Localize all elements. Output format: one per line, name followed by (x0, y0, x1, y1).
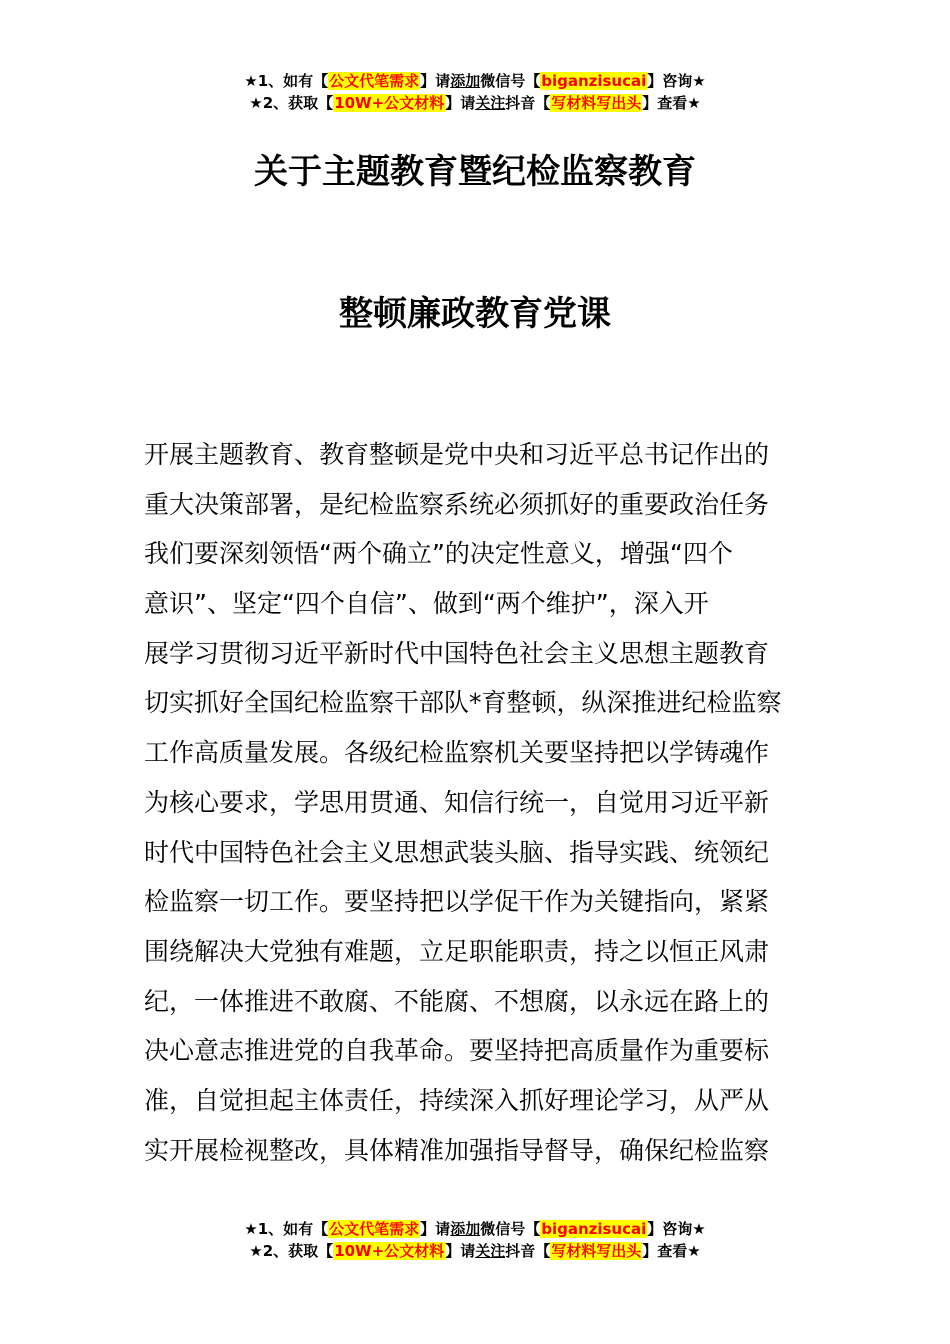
body-line: 准，自觉担起主体责任，持续深入抓好理论学习，从严从 (144, 1085, 770, 1115)
ad-text: 】查看★ (642, 1242, 701, 1260)
ad-text: 】请 (420, 1220, 451, 1238)
ad-text: 】请 (445, 1242, 476, 1260)
body-line: 检监察一切工作。要坚持把以学促干作为关键指向，紧紧 (144, 887, 770, 917)
ad-text: ★2、获取【 (249, 1242, 334, 1260)
ad-text: 微信号【 (480, 1220, 541, 1238)
body-line: 时代中国特色社会主义思想武装头脑、指导实践、统领纪 (144, 837, 770, 867)
header-ad-line-1 (0, 70, 950, 92)
body-line: 意识”、坚定“四个自信”、做到“两个维护”，深入开 (144, 589, 709, 619)
footer-ad-line-2 (0, 1240, 950, 1262)
ad-text: 抖音【 (505, 94, 551, 112)
ad-highlight: 10W+公文材料 (334, 94, 445, 112)
ad-text: 微信号【 (480, 72, 541, 90)
header-ad (0, 70, 950, 114)
body-line: 工作高质量发展。各级纪检监察机关要坚持把以学铸魂作 (144, 738, 770, 768)
body-line: 围绕解决大党独有难题，立足职能职责，持之以恒正风肃 (144, 936, 770, 966)
ad-highlight-wechat-id: biganzisucai (541, 1220, 647, 1238)
ad-highlight-wechat-id: biganzisucai (541, 72, 647, 90)
ad-highlight: 10W+公文材料 (334, 1242, 445, 1260)
ad-underlined-text: 添加 (450, 1220, 481, 1238)
body-line: 展学习贯彻习近平新时代中国特色社会主义思想主题教育 (144, 638, 770, 668)
ad-text: 】请 (420, 72, 451, 90)
ad-text: ★2、获取【 (249, 94, 334, 112)
ad-highlight-douyin-id: 写材料写出头 (551, 1242, 642, 1260)
body-line: 实开展检视整改，具体精准加强指导督导，确保纪检监察 (144, 1135, 770, 1165)
body-line: 纪，一体推进不敢腐、不能腐、不想腐，以永远在路上的 (144, 986, 770, 1016)
ad-text: ★1、如有【 (244, 72, 329, 90)
body-line: 重大决策部署，是纪检监察系统必须抓好的重要政治任务 (144, 489, 770, 519)
body-line: 决心意志推进党的自我革命。要坚持把高质量作为重要标 (144, 1036, 770, 1066)
ad-text: 】咨询★ (647, 1220, 706, 1238)
document-title-line-1: 关于主题教育暨纪检监察教育 (254, 152, 696, 192)
footer-ad-line-1 (0, 1218, 950, 1240)
ad-text: 抖音【 (505, 1242, 551, 1260)
header-ad-line-2 (0, 92, 950, 114)
ad-underlined-text: 关注 (475, 94, 506, 112)
ad-text: 】请 (445, 94, 476, 112)
body-line: 我们要深刻领悟“两个确立”的决定性意义，增强“四个 (144, 539, 733, 569)
ad-text: ★1、如有【 (244, 1220, 329, 1238)
ad-text: 】查看★ (642, 94, 701, 112)
document-title-line-2: 整顿廉政教育党课 (339, 294, 611, 334)
body-line: 切实抓好全国纪检监察干部队*育整顿，纵深推进纪检监察 (144, 688, 782, 718)
ad-highlight: 公文代笔需求 (329, 1220, 420, 1238)
ad-underlined-text: 添加 (450, 72, 481, 90)
ad-highlight-douyin-id: 写材料写出头 (551, 94, 642, 112)
ad-underlined-text: 关注 (475, 1242, 506, 1260)
body-line: 开展主题教育、教育整顿是党中央和习近平总书记作出的 (144, 440, 770, 469)
body-line: 为核心要求，学思用贯通、知信行统一，自觉用习近平新 (144, 787, 770, 817)
ad-highlight: 公文代笔需求 (329, 72, 420, 90)
document-body (144, 430, 814, 1175)
footer-ad (0, 1218, 950, 1262)
ad-text: 】咨询★ (647, 72, 706, 90)
